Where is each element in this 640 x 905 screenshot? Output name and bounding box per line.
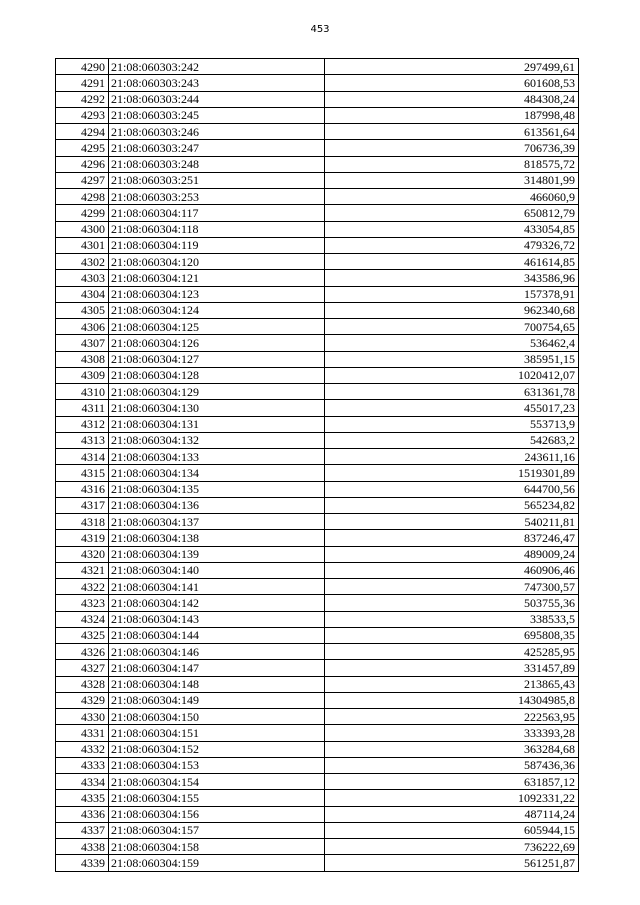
row-number-cell: 4326 (56, 644, 109, 660)
table-row (56, 465, 579, 481)
cadastral-number-cell: 21:08:060304:137 (109, 514, 325, 530)
row-number-cell: 4307 (56, 335, 109, 351)
cadastral-number-cell: 21:08:060304:121 (109, 270, 325, 286)
table-row (56, 839, 579, 855)
table-row (56, 91, 579, 107)
cadastral-value-cell: 157378,91 (325, 286, 579, 302)
cadastral-number-cell: 21:08:060304:128 (109, 367, 325, 383)
cadastral-value-cell: 536462,4 (325, 335, 579, 351)
row-number-cell: 4316 (56, 481, 109, 497)
cadastral-number-cell: 21:08:060304:148 (109, 676, 325, 692)
row-number-cell: 4308 (56, 351, 109, 367)
cadastral-number-cell: 21:08:060303:246 (109, 124, 325, 140)
cadastral-number-cell: 21:08:060303:253 (109, 189, 325, 205)
table-row (56, 514, 579, 530)
row-number-cell: 4296 (56, 156, 109, 172)
row-number-cell: 4303 (56, 270, 109, 286)
table-row (56, 774, 579, 790)
cadastral-number-cell: 21:08:060304:125 (109, 319, 325, 335)
table-row (56, 384, 579, 400)
table-row (56, 107, 579, 123)
row-number-cell: 4297 (56, 172, 109, 188)
table-row (56, 400, 579, 416)
table-row (56, 221, 579, 237)
table-row (56, 546, 579, 562)
row-number-cell: 4332 (56, 741, 109, 757)
row-number-cell: 4330 (56, 709, 109, 725)
cadastral-value-cell: 489009,24 (325, 546, 579, 562)
table-row (56, 449, 579, 465)
table-row (56, 156, 579, 172)
table-row (56, 172, 579, 188)
row-number-cell: 4333 (56, 757, 109, 773)
cadastral-number-cell: 21:08:060304:139 (109, 546, 325, 562)
table-row (56, 822, 579, 838)
table-row (56, 367, 579, 383)
row-number-cell: 4327 (56, 660, 109, 676)
cadastral-value-cell: 818575,72 (325, 156, 579, 172)
table-row (56, 189, 579, 205)
cadastral-value-cell: 503755,36 (325, 595, 579, 611)
table-row (56, 75, 579, 91)
table-row (56, 497, 579, 513)
cadastral-number-cell: 21:08:060304:118 (109, 221, 325, 237)
table-row (56, 757, 579, 773)
cadastral-value-cell: 1519301,89 (325, 465, 579, 481)
cadastral-number-cell: 21:08:060304:135 (109, 481, 325, 497)
cadastral-number-cell: 21:08:060304:151 (109, 725, 325, 741)
cadastral-value-cell: 461614,85 (325, 254, 579, 270)
cadastral-value-cell: 1092331,22 (325, 790, 579, 806)
row-number-cell: 4304 (56, 286, 109, 302)
row-number-cell: 4318 (56, 514, 109, 530)
cadastral-number-cell: 21:08:060304:131 (109, 416, 325, 432)
row-number-cell: 4331 (56, 725, 109, 741)
cadastral-value-cell: 1020412,07 (325, 367, 579, 383)
cadastral-number-cell: 21:08:060304:156 (109, 806, 325, 822)
cadastral-value-cell: 587436,36 (325, 757, 579, 773)
table-row (56, 481, 579, 497)
table-row (56, 790, 579, 806)
row-number-cell: 4321 (56, 562, 109, 578)
cadastral-number-cell: 21:08:060304:132 (109, 432, 325, 448)
cadastral-value-cell: 333393,28 (325, 725, 579, 741)
cadastral-value-cell: 222563,95 (325, 709, 579, 725)
row-number-cell: 4313 (56, 432, 109, 448)
cadastral-number-cell: 21:08:060304:142 (109, 595, 325, 611)
cadastral-number-cell: 21:08:060304:150 (109, 709, 325, 725)
table-row (56, 627, 579, 643)
cadastral-number-cell: 21:08:060304:144 (109, 627, 325, 643)
page-number: 453 (310, 24, 330, 35)
cadastral-number-cell: 21:08:060304:138 (109, 530, 325, 546)
cadastral-value-cell: 613561,64 (325, 124, 579, 140)
table-row (56, 319, 579, 335)
cadastral-value-cell: 837246,47 (325, 530, 579, 546)
cadastral-value-cell: 385951,15 (325, 351, 579, 367)
row-number-cell: 4329 (56, 692, 109, 708)
table-row (56, 579, 579, 595)
cadastral-number-cell: 21:08:060304:158 (109, 839, 325, 855)
cadastral-number-cell: 21:08:060304:153 (109, 757, 325, 773)
cadastral-number-cell: 21:08:060303:242 (109, 59, 325, 75)
cadastral-number-cell: 21:08:060304:146 (109, 644, 325, 660)
cadastral-number-cell: 21:08:060304:126 (109, 335, 325, 351)
cadastral-number-cell: 21:08:060303:248 (109, 156, 325, 172)
cadastral-value-cell: 484308,24 (325, 91, 579, 107)
cadastral-value-cell: 314801,99 (325, 172, 579, 188)
cadastral-value-cell: 487114,24 (325, 806, 579, 822)
cadastral-value-cell: 433054,85 (325, 221, 579, 237)
row-number-cell: 4298 (56, 189, 109, 205)
table-row (56, 302, 579, 318)
cadastral-value-table (55, 58, 579, 872)
row-number-cell: 4335 (56, 790, 109, 806)
table-row (56, 124, 579, 140)
row-number-cell: 4290 (56, 59, 109, 75)
table-row (56, 205, 579, 221)
row-number-cell: 4292 (56, 91, 109, 107)
row-number-cell: 4312 (56, 416, 109, 432)
table-row (56, 660, 579, 676)
cadastral-value-cell: 695808,35 (325, 627, 579, 643)
cadastral-number-cell: 21:08:060304:123 (109, 286, 325, 302)
row-number-cell: 4300 (56, 221, 109, 237)
cadastral-number-cell: 21:08:060304:143 (109, 611, 325, 627)
cadastral-value-cell: 540211,81 (325, 514, 579, 530)
table-row (56, 806, 579, 822)
table-row (56, 351, 579, 367)
cadastral-value-cell: 631857,12 (325, 774, 579, 790)
table-row (56, 59, 579, 75)
cadastral-value-cell: 425285,95 (325, 644, 579, 660)
table-row (56, 741, 579, 757)
cadastral-number-cell: 21:08:060304:117 (109, 205, 325, 221)
cadastral-number-cell: 21:08:060304:154 (109, 774, 325, 790)
cadastral-number-cell: 21:08:060304:124 (109, 302, 325, 318)
cadastral-number-cell: 21:08:060303:245 (109, 107, 325, 123)
cadastral-value-cell: 736222,69 (325, 839, 579, 855)
cadastral-value-cell: 644700,56 (325, 481, 579, 497)
row-number-cell: 4302 (56, 254, 109, 270)
row-number-cell: 4293 (56, 107, 109, 123)
table-row (56, 530, 579, 546)
row-number-cell: 4309 (56, 367, 109, 383)
table-row (56, 855, 579, 871)
table-row (56, 237, 579, 253)
table-row (56, 140, 579, 156)
table-row (56, 725, 579, 741)
row-number-cell: 4319 (56, 530, 109, 546)
cadastral-value-cell: 297499,61 (325, 59, 579, 75)
cadastral-number-cell: 21:08:060304:159 (109, 855, 325, 871)
cadastral-number-cell: 21:08:060304:133 (109, 449, 325, 465)
cadastral-number-cell: 21:08:060304:127 (109, 351, 325, 367)
cadastral-number-cell: 21:08:060303:247 (109, 140, 325, 156)
row-number-cell: 4334 (56, 774, 109, 790)
cadastral-number-cell: 21:08:060304:119 (109, 237, 325, 253)
row-number-cell: 4336 (56, 806, 109, 822)
row-number-cell: 4328 (56, 676, 109, 692)
cadastral-value-cell: 631361,78 (325, 384, 579, 400)
cadastral-value-cell: 363284,68 (325, 741, 579, 757)
table-row (56, 270, 579, 286)
cadastral-number-cell: 21:08:060304:140 (109, 562, 325, 578)
table-row (56, 611, 579, 627)
row-number-cell: 4311 (56, 400, 109, 416)
cadastral-value-cell: 338533,5 (325, 611, 579, 627)
cadastral-value-cell: 962340,68 (325, 302, 579, 318)
cadastral-value-cell: 14304985,8 (325, 692, 579, 708)
cadastral-value-cell: 706736,39 (325, 140, 579, 156)
cadastral-number-cell: 21:08:060304:120 (109, 254, 325, 270)
cadastral-value-cell: 565234,82 (325, 497, 579, 513)
row-number-cell: 4310 (56, 384, 109, 400)
cadastral-value-cell: 466060,9 (325, 189, 579, 205)
table-body (56, 59, 579, 872)
row-number-cell: 4291 (56, 75, 109, 91)
cadastral-number-cell: 21:08:060304:155 (109, 790, 325, 806)
cadastral-value-cell: 542683,2 (325, 432, 579, 448)
table-row (56, 676, 579, 692)
cadastral-number-cell: 21:08:060303:251 (109, 172, 325, 188)
row-number-cell: 4315 (56, 465, 109, 481)
row-number-cell: 4325 (56, 627, 109, 643)
cadastral-value-cell: 605944,15 (325, 822, 579, 838)
cadastral-number-cell: 21:08:060304:152 (109, 741, 325, 757)
cadastral-value-cell: 460906,46 (325, 562, 579, 578)
row-number-cell: 4306 (56, 319, 109, 335)
row-number-cell: 4301 (56, 237, 109, 253)
row-number-cell: 4337 (56, 822, 109, 838)
table-row (56, 562, 579, 578)
table-row (56, 709, 579, 725)
cadastral-value-cell: 455017,23 (325, 400, 579, 416)
cadastral-value-cell: 650812,79 (325, 205, 579, 221)
row-number-cell: 4320 (56, 546, 109, 562)
cadastral-number-cell: 21:08:060303:243 (109, 75, 325, 91)
cadastral-value-cell: 331457,89 (325, 660, 579, 676)
cadastral-number-cell: 21:08:060304:134 (109, 465, 325, 481)
table-row (56, 595, 579, 611)
cadastral-value-cell: 479326,72 (325, 237, 579, 253)
table-row (56, 416, 579, 432)
table-row (56, 432, 579, 448)
row-number-cell: 4294 (56, 124, 109, 140)
cadastral-number-cell: 21:08:060304:157 (109, 822, 325, 838)
cadastral-value-cell: 553713,9 (325, 416, 579, 432)
cadastral-number-cell: 21:08:060304:130 (109, 400, 325, 416)
row-number-cell: 4339 (56, 855, 109, 871)
cadastral-number-cell: 21:08:060303:244 (109, 91, 325, 107)
row-number-cell: 4338 (56, 839, 109, 855)
cadastral-value-cell: 747300,57 (325, 579, 579, 595)
row-number-cell: 4317 (56, 497, 109, 513)
row-number-cell: 4324 (56, 611, 109, 627)
table-row (56, 692, 579, 708)
cadastral-value-cell: 187998,48 (325, 107, 579, 123)
cadastral-number-cell: 21:08:060304:129 (109, 384, 325, 400)
cadastral-value-cell: 700754,65 (325, 319, 579, 335)
table-row (56, 254, 579, 270)
cadastral-number-cell: 21:08:060304:141 (109, 579, 325, 595)
cadastral-value-cell: 213865,43 (325, 676, 579, 692)
row-number-cell: 4322 (56, 579, 109, 595)
cadastral-number-cell: 21:08:060304:147 (109, 660, 325, 676)
row-number-cell: 4314 (56, 449, 109, 465)
cadastral-value-cell: 561251,87 (325, 855, 579, 871)
cadastral-value-cell: 343586,96 (325, 270, 579, 286)
table-row (56, 335, 579, 351)
row-number-cell: 4299 (56, 205, 109, 221)
row-number-cell: 4295 (56, 140, 109, 156)
row-number-cell: 4323 (56, 595, 109, 611)
table-row (56, 644, 579, 660)
row-number-cell: 4305 (56, 302, 109, 318)
table-row (56, 286, 579, 302)
cadastral-number-cell: 21:08:060304:149 (109, 692, 325, 708)
cadastral-value-cell: 243611,16 (325, 449, 579, 465)
cadastral-number-cell: 21:08:060304:136 (109, 497, 325, 513)
cadastral-value-cell: 601608,53 (325, 75, 579, 91)
